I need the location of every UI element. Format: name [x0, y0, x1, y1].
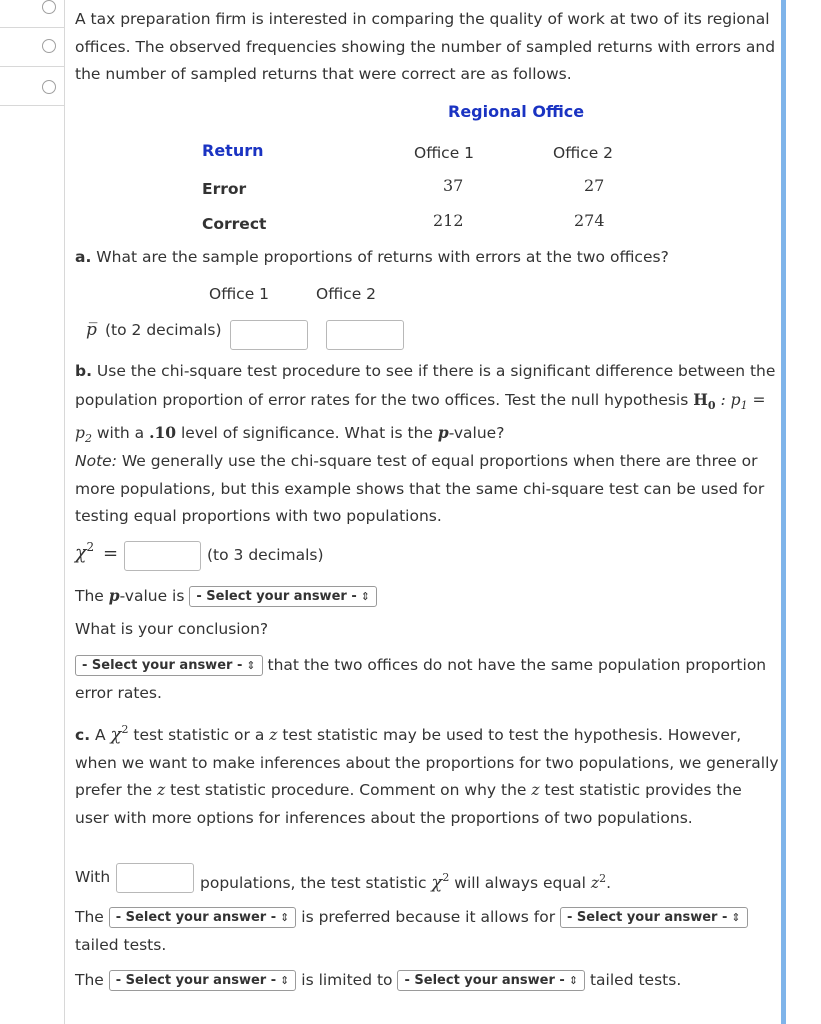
note-paragraph	[75, 448, 780, 531]
select-label: - Select your answer -	[404, 973, 565, 988]
part-a-question	[75, 244, 780, 272]
pbar-note: (to 2 decimals)	[105, 321, 222, 339]
part-c-text-2: test statistic or a	[128, 726, 270, 744]
h0-symbol	[693, 389, 716, 412]
z-squared	[590, 871, 607, 892]
updown-icon: ⇕	[246, 659, 256, 672]
part-a-label: a.	[75, 248, 92, 266]
chi-letter: χ	[431, 872, 443, 893]
pbar-symbol: p̅	[86, 320, 97, 340]
select-label: - Select your answer -	[82, 658, 243, 673]
part-c-text-1: A	[95, 726, 111, 744]
updown-icon: ⇕	[280, 974, 290, 987]
pbar-office-2-input[interactable]	[326, 320, 404, 350]
updown-icon: ⇕	[280, 911, 290, 924]
cell-correct-office-2: 274	[574, 211, 605, 230]
cell-correct-office-1: 212	[433, 211, 464, 230]
alpha-value: .10	[149, 423, 177, 443]
with-rest-text: populations, the test statistic	[200, 874, 432, 892]
choice-row[interactable]	[0, 27, 64, 67]
chi-square-input[interactable]	[124, 541, 201, 571]
chi-letter: χ	[75, 541, 87, 564]
updown-icon: ⇕	[731, 911, 741, 924]
chi-equals: =	[103, 543, 119, 564]
row-label-correct: Correct	[202, 215, 267, 233]
limited-tails-select[interactable]	[397, 970, 585, 991]
preferred-text: is preferred because it allows for	[301, 908, 556, 926]
chi-inline	[431, 872, 449, 893]
z-var: z	[531, 781, 540, 799]
choice-row[interactable]	[0, 66, 64, 106]
part-b-text-2: with a	[91, 424, 150, 443]
choice-row[interactable]	[0, 0, 64, 28]
z-superscript: 2	[599, 871, 607, 885]
table-header: Regional Office	[448, 102, 585, 121]
conclusion-row	[75, 652, 780, 707]
z-letter: z	[590, 874, 600, 892]
pvalue-suffix: -value is	[119, 587, 185, 605]
chi-inline	[111, 724, 129, 745]
answer-choice-rail	[0, 0, 65, 1024]
p1-subscript: 1	[740, 398, 748, 412]
row-label-error: Error	[202, 180, 247, 198]
z-var: z	[269, 726, 278, 744]
pvalue-var: p	[108, 586, 120, 605]
conclusion-question: What is your conclusion?	[75, 620, 269, 638]
h0-subscript: 0	[707, 398, 716, 412]
updown-icon: ⇕	[568, 974, 579, 987]
chi-square-symbol	[75, 540, 94, 563]
limited-text: is limited to	[301, 971, 393, 989]
part-c-text-3: test statistic may be used to test the hypothesis. However, when we want to make inferences about the proportions for two populations, we generally prefer the	[75, 726, 779, 799]
part-b-question	[75, 358, 780, 453]
part-b-text: Use the chi-square test procedure to see if there is a significant difference between the population proportion of error rates for the two offices. Test the null hypothesis	[75, 362, 776, 409]
cell-error-office-1: 37	[443, 176, 464, 195]
period: .	[606, 874, 611, 892]
part-c-label: c.	[75, 726, 91, 744]
radio-icon[interactable]	[42, 39, 56, 53]
with-label: With	[75, 868, 111, 886]
conclusion-text: that the two offices do not have the same population proportion error rates.	[75, 656, 767, 702]
tails-select[interactable]	[560, 907, 748, 928]
select-label: - Select your answer -	[196, 589, 357, 604]
select-label: - Select your answer -	[567, 910, 728, 925]
part-a-col-office-2: Office 2	[316, 285, 377, 303]
pvalue-prefix: The	[75, 587, 109, 605]
p-variable: p	[437, 423, 449, 443]
part-a-col-office-1: Office 1	[209, 285, 270, 303]
part-b-text-4: -value?	[448, 424, 505, 443]
tailed-text: tailed tests.	[75, 935, 167, 954]
limited-stat-select[interactable]	[109, 970, 297, 991]
select-label: - Select your answer -	[115, 973, 277, 988]
note-text: We generally use the chi-square test of equal proportions when there are three or more populations, but this example shows that the same chi-square test can be used for testing equal proportions with two populations.	[75, 452, 765, 525]
will-equal-text: will always equal	[449, 874, 591, 892]
part-b-text-3: level of significance. What is the	[176, 424, 438, 443]
populations-input[interactable]	[116, 863, 194, 893]
radio-icon[interactable]	[42, 0, 56, 14]
part-c-text-5: test statistic provides the user with more options for inferences about the proportions of two populations.	[75, 781, 742, 827]
chi-letter: χ	[110, 724, 122, 745]
limited-row	[75, 967, 780, 995]
h0-p2-text: = p	[75, 390, 766, 443]
h0-letter: H	[693, 389, 708, 409]
pvalue-select[interactable]	[189, 586, 377, 607]
updown-icon: ⇕	[360, 590, 370, 603]
part-b-label: b.	[75, 362, 92, 380]
p2-subscript: 2	[84, 432, 92, 446]
chi-superscript: 2	[86, 540, 95, 554]
h0-p1	[715, 390, 748, 412]
with-rest-row	[200, 864, 611, 898]
part-c-text-4: test statistic procedure. Comment on why the	[165, 781, 532, 799]
chi-square-note: (to 3 decimals)	[207, 546, 324, 564]
scroll-indicator	[781, 0, 786, 1024]
row-header: Return	[202, 141, 264, 160]
z-var: z	[157, 781, 166, 799]
h0-p1-text: : p	[715, 390, 741, 409]
preferred-stat-select[interactable]	[109, 907, 297, 928]
note-label: Note:	[75, 452, 117, 470]
select-label: - Select your answer -	[115, 910, 277, 925]
preferred-row	[75, 904, 780, 959]
tailed-text: tailed tests.	[589, 971, 682, 989]
chi-superscript: 2	[121, 723, 129, 736]
the-label: The	[75, 971, 104, 989]
column-office-1: Office 1	[414, 144, 475, 162]
radio-icon[interactable]	[42, 80, 56, 94]
part-a-text: What are the sample proportions of returns with errors at the two offices?	[96, 248, 669, 266]
the-label: The	[75, 908, 104, 926]
pbar-office-1-input[interactable]	[230, 320, 308, 350]
intro-text: A tax preparation firm is interested in comparing the quality of work at two of its regional offices. The observed frequencies showing the number of sampled returns with errors and the number of sampled returns that were correct are as follows.	[75, 10, 776, 83]
chi-superscript: 2	[442, 871, 450, 884]
conclusion-select[interactable]	[75, 655, 263, 676]
part-c-question	[75, 716, 780, 832]
cell-error-office-2: 27	[584, 176, 605, 195]
column-office-2: Office 2	[553, 144, 614, 162]
pvalue-row	[75, 582, 377, 610]
